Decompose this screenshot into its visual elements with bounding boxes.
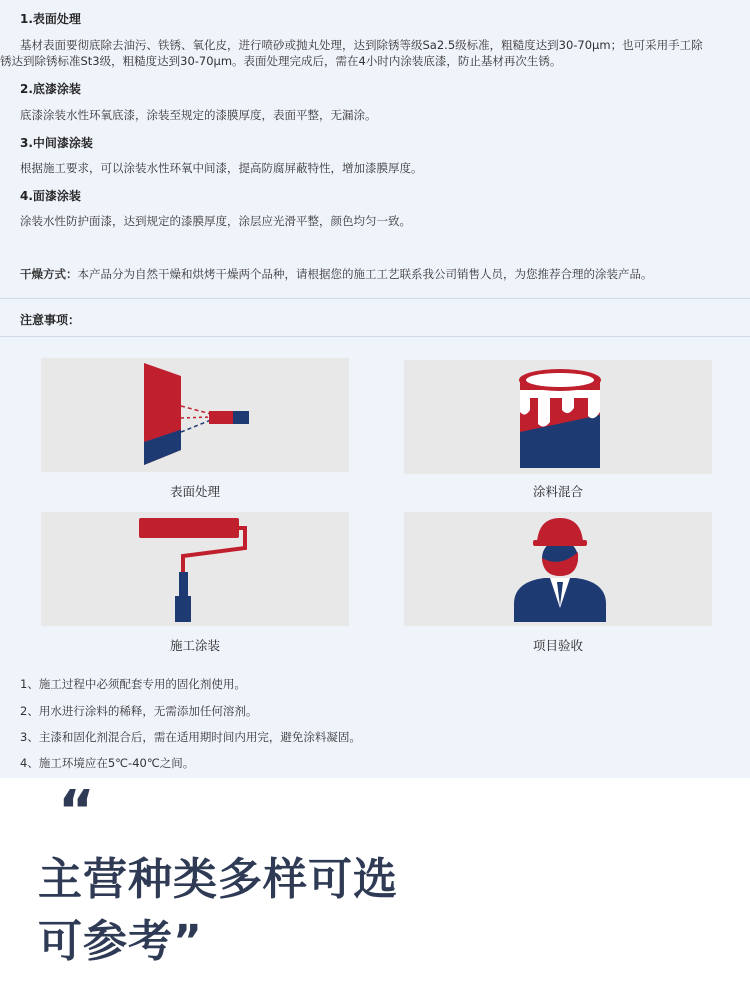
paint-roller-icon [41, 512, 349, 626]
drying-text: 本产品分为自然干燥和烘烤干燥两个品种，请根据您的施工工艺联系我公司销售人员，为您推荐合理的涂装产品。 [77, 267, 653, 281]
worker-helmet-icon [404, 512, 712, 626]
step-card-coating [41, 512, 349, 626]
drying-method [20, 266, 653, 282]
section-4-line-1: 涂装水性防护面漆，达到规定的漆膜厚度，涂层应光滑平整，颜色均匀一致。 [20, 214, 411, 228]
slogan-line-1: 主营种类多样可选 [38, 854, 398, 905]
section-1-title: 1.表面处理 [20, 12, 81, 26]
paint-bucket-icon [404, 360, 712, 474]
surface-treatment-icon [41, 358, 349, 472]
step-label-coating: 施工涂装 [169, 638, 220, 653]
note-3: 3、主漆和固化剂混合后，需在适用期时间内用完，避免涂料凝固。 [20, 730, 361, 744]
section-1-line-1: 基材表面要彻底除去油污、铁锈、氧化皮，进行喷砂或抛丸处理，达到除锈等级Sa2.5级标准，粗糙度达到30-70μm；也可采用手工除 [20, 38, 703, 52]
note-2: 2、用水进行涂料的稀释，无需添加任何溶剂。 [20, 704, 258, 718]
slogan-line-2: 可参考” [38, 916, 203, 967]
step-label-mixing: 涂料混合 [532, 484, 583, 499]
note-1: 1、施工过程中必须配套专用的固化剂使用。 [20, 677, 246, 691]
section-2-line-1: 底漆涂装水性环氧底漆，涂装至规定的漆膜厚度，表面平整，无漏涂。 [20, 108, 377, 122]
section-3-line-1: 根据施工要求，可以涂装水性环氧中间漆，提高防腐屏蔽特性，增加漆膜厚度。 [20, 161, 423, 175]
notice-title: 注意事项： [20, 313, 81, 327]
divider-bottom [0, 336, 750, 337]
section-1-line-2: 锈达到除锈标准St3级，粗糙度达到30-70μm。表面处理完成后，需在4小时内涂装底漆，防止基材再次生锈。 [0, 54, 562, 68]
section-2-title: 2.底漆涂装 [20, 82, 81, 96]
section-3-title: 3.中间漆涂装 [20, 136, 93, 150]
slogan-quote-mark: “ [58, 779, 95, 844]
step-card-surface [41, 358, 349, 472]
step-card-mixing [404, 360, 712, 474]
step-card-acceptance [404, 512, 712, 626]
step-label-surface: 表面处理 [169, 484, 220, 499]
section-4-title: 4.面漆涂装 [20, 189, 81, 203]
step-label-acceptance: 项目验收 [532, 638, 583, 653]
divider-top [0, 298, 750, 299]
note-4: 4、施工环境应在5℃-40℃之间。 [20, 756, 195, 770]
drying-label: 干燥方式： [20, 267, 78, 281]
